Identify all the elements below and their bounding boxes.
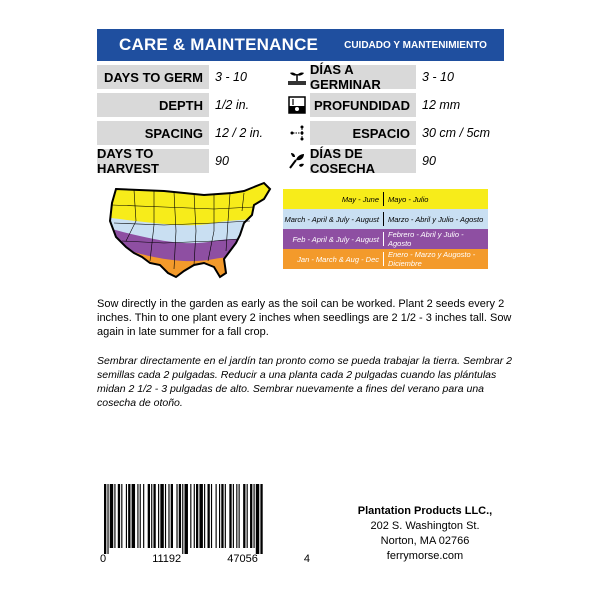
legend-en: May - June [341,194,379,204]
header-title-en: CARE & MAINTENANCE [119,35,319,54]
barcode-bar [196,484,198,548]
legend-es: Mayo - Julio [388,194,429,204]
barcode-bar [190,484,191,548]
barcode-digits [100,553,310,569]
barcode-bar [221,484,223,548]
barcode-digit-group: 4 [303,553,310,565]
barcode-bar [256,484,259,554]
row-value-en: 3 - 10 [215,70,247,84]
legend-band-feb-april [283,229,488,249]
company-address-line1: 202 S. Washington St. [370,520,480,532]
barcode-bar [148,484,150,548]
harvest-icon [286,150,308,172]
barcode-bar [219,484,220,548]
barcode-bar [160,484,163,548]
sprout-icon [286,66,308,88]
row-label-en: DAYS TO HARVEST [97,149,209,173]
barcode-bar [247,484,248,548]
row-label-en: DEPTH [97,93,209,117]
header-title-es: CUIDADO Y MANTENIMIENTO [344,39,487,51]
barcode-bar [107,484,108,554]
row-label-es: DÍAS DE COSECHA [310,149,416,173]
barcode-digit-group: 0 [100,553,107,565]
spacing-icon [286,122,308,144]
barcode-bar [110,484,113,548]
barcode-bar [176,484,177,548]
barcode-bar [216,484,217,548]
row-value-es: 30 cm / 5cm [422,126,491,140]
company-name: Plantation Products LLC., [357,505,493,517]
legend-band-march-april [283,209,488,229]
legend-en: Feb - April & July - August [292,234,379,244]
row-harvest [97,146,504,176]
row-value-es: 90 [422,154,436,168]
barcode-bar [153,484,155,548]
row-spacing [97,121,504,145]
barcode-bar [239,484,240,548]
row-depth [97,93,504,117]
barcode-bar [260,484,262,554]
barcode-bar [128,484,130,548]
barcode-bar [233,484,234,548]
row-value-es: 12 mm [422,98,461,112]
barcode-bar [143,484,144,548]
legend-band-may-june [283,189,488,209]
barcode-bar [204,484,205,548]
company-website: ferrymorse.com [386,550,464,562]
barcode-bar [225,484,226,548]
legend-band-jan-march [283,249,488,269]
row-value-en: 12 / 2 in. [215,126,263,140]
barcode-digit-group: 47056 [227,553,258,565]
row-label-en: DAYS TO GERM [97,65,209,89]
barcode-bar [236,484,237,548]
row-label-en: SPACING [97,121,209,145]
row-value-en: 90 [215,154,229,168]
barcode-bar [179,484,181,548]
barcode-bar [132,484,135,548]
barcode-bar [171,484,173,548]
barcode-bar [114,484,115,548]
barcode-bar [137,484,138,548]
barcode-bar [118,484,120,548]
us-planting-zone-map [104,181,276,281]
legend-es: Enero - Marzo y Augosto - Diciembre [388,250,476,268]
company-address-line2: Norton, MA 02766 [380,535,470,547]
barcode-bar [208,484,210,548]
barcode-bar [165,484,166,548]
barcode-bar [121,484,122,548]
barcode-bars [100,484,310,554]
barcode-bar [126,484,127,548]
instructions-es: Sembrar directamente en el jardín tan pronto como se pueda trabajar la tierra. Sembrar 2 semillas cada 2 pulgadas. Reducir a una planta cada 2 pulgadas cuando las plántulas midan 2 1/2 - 3 pulgadas de alto. Sembrar nuevamente a fines del verano para una cosecha de otoño. [97,355,512,409]
barcode-bar [254,484,255,548]
row-label-es: ESPACIO [310,121,416,145]
planting-season-legend [283,189,488,269]
depth-icon [286,94,308,116]
legend-es: Marzo - Abril y Julio - Agosto [388,214,484,224]
barcode-bar [243,484,245,548]
legend-es: Febrero - Abril y Julio - Agosto [388,230,464,248]
barcode-bar [185,484,188,554]
instructions-en: Sow directly in the garden as early as the soil can be worked. Plant 2 seeds every 2 inches. Thin to one plant every 2 inches when seedlings are 2 1/2 - 3 inches tall. Sow again in late summer for a fall crop. [97,298,512,338]
barcode-bar [211,484,212,548]
barcode-bar [182,484,183,554]
care-header [97,29,504,61]
barcode-bar [158,484,159,548]
barcode-bar [194,484,195,548]
barcode-bar [250,484,252,548]
legend-en: March - April & July - August [284,214,379,224]
row-germ [97,62,504,92]
row-value-es: 3 - 10 [422,70,454,84]
barcode-bar [199,484,202,548]
row-value-en: 1/2 in. [215,98,250,112]
barcode-digit-group: 11192 [152,553,182,565]
company-info [330,504,520,564]
row-label-es: PROFUNDIDAD [310,93,416,117]
barcode-bar [151,484,152,548]
barcode-bar [104,484,106,554]
row-label-es: DÍAS A GERMINAR [310,65,416,89]
barcode-bar [168,484,169,548]
barcode-bar [140,484,141,548]
barcode-bar [229,484,231,548]
legend-en: Jan - March & Aug - Dec [297,254,379,264]
